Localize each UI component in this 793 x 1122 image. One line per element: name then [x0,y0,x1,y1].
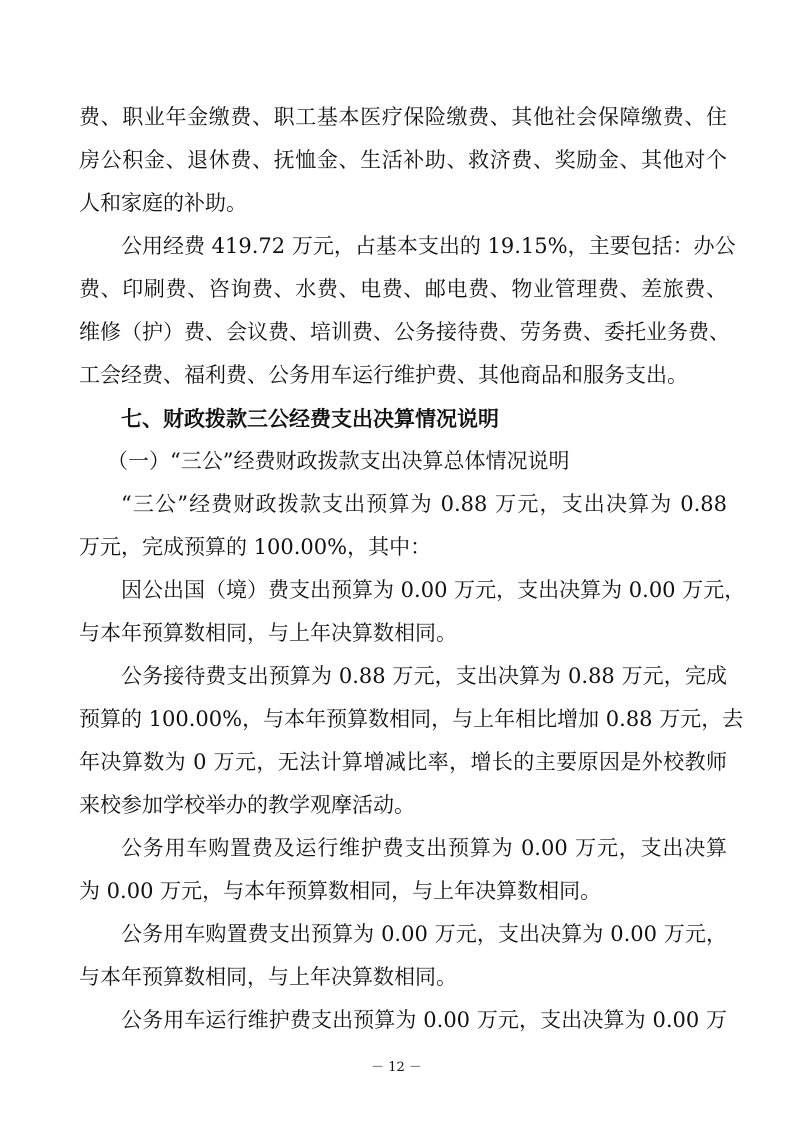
text-line: 工会经费、福利费、公务用车运行维护费、其他商品和服务支出。 [79,363,688,387]
text-line: 年决算数为 0 万元，无法计算增减比率，增长的主要原因是外校教师 [79,750,727,774]
text-line: 公用经费 419.72 万元，占基本支出的 19.15%，主要包括：办公 [121,234,736,258]
text-line: 公务接待费支出预算为 0.88 万元，支出决算为 0.88 万元，完成 [121,664,727,688]
text-line: 与本年预算数相同，与上年决算数相同。 [79,965,457,989]
text-line: 预算的 100.00%，与本年预算数相同，与上年相比增加 0.88 万元，去 [79,707,744,731]
text-line: 公务用车购置费及运行维护费支出预算为 0.00 万元，支出决算 [121,836,727,860]
text-line: 人和家庭的补助。 [79,191,247,215]
text-line: 因公出国（境）费支出预算为 0.00 万元，支出决算为 0.00 万元， [121,578,746,602]
text-line: 房公积金、退休费、抚恤金、生活补助、救济费、奖励金、其他对个 [79,148,727,172]
text-line: 费、职业年金缴费、职工基本医疗保险缴费、其他社会保障缴费、住 [79,105,727,129]
text-line: 费、印刷费、咨询费、水费、电费、邮电费、物业管理费、差旅费、 [79,277,727,301]
section-heading: 七、财政拨款三公经费支出决算情况说明 [121,406,499,431]
text-line: 万元，完成预算的 100.00%，其中： [79,535,432,559]
text-line: 维修（护）费、会议费、培训费、公务接待费、劳务费、委托业务费、 [79,320,730,344]
text-line: （一）“三公”经费财政拨款支出决算总体情况说明 [107,449,570,473]
text-line: 公务用车购置费支出预算为 0.00 万元，支出决算为 0.00 万元， [121,922,727,946]
text-line: 来校参加学校举办的教学观摩活动。 [79,793,415,817]
document-body [79,96,746,1042]
text-line: “三公”经费财政拨款支出预算为 0.88 万元，支出决算为 0.88 [121,492,727,516]
page-number: － 12 － [371,1060,422,1075]
text-line: 公务用车运行维护费支出预算为 0.00 万元，支出决算为 0.00 万 [121,1008,727,1032]
text-line: 与本年预算数相同，与上年决算数相同。 [79,621,457,645]
text-line: 为 0.00 万元，与本年预算数相同，与上年决算数相同。 [79,879,602,903]
